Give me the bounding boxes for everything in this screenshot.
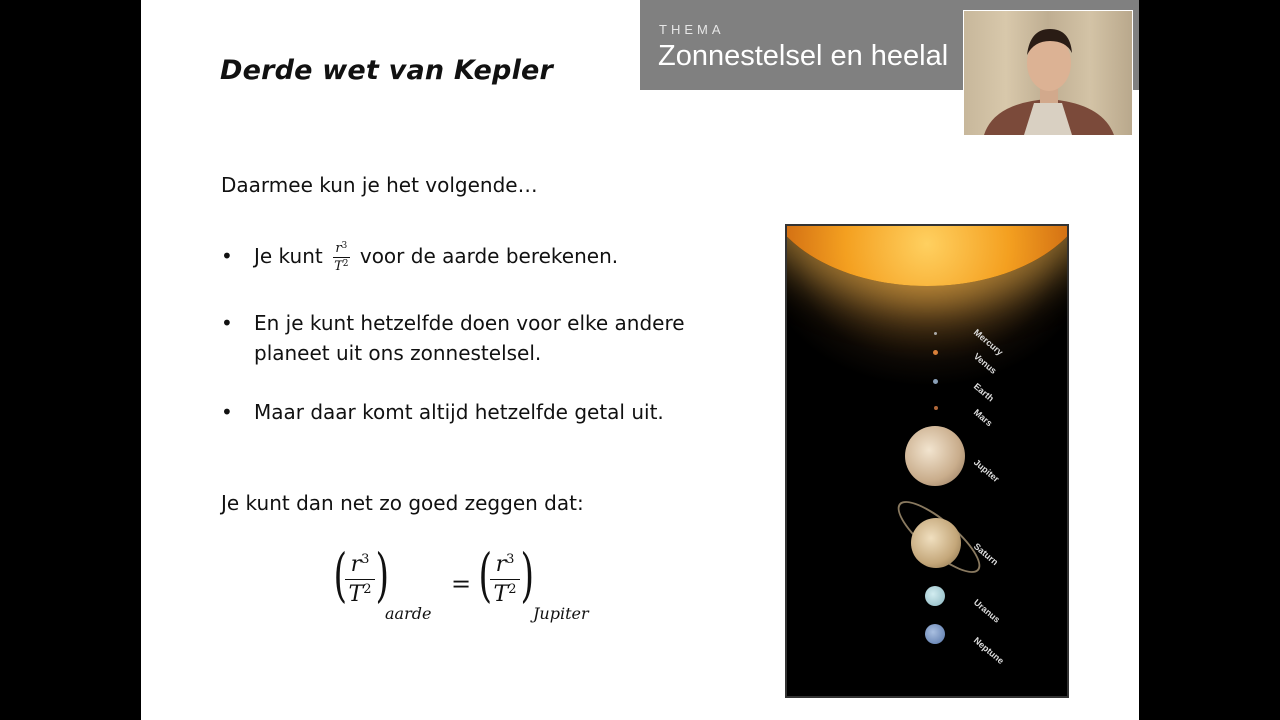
kepler-equation — [329, 541, 629, 636]
right-fraction: $r^3$ $T^2$ — [490, 552, 520, 607]
bullet-text: Maar daar komt altijd hetzelfde getal uit. — [254, 400, 664, 424]
planet-label: Uranus — [971, 597, 1002, 625]
uranus-planet — [925, 586, 945, 606]
planet-label: Earth — [971, 381, 996, 404]
planet-label: Jupiter — [971, 457, 1002, 485]
right-open-paren: ( — [478, 541, 493, 609]
planet-label: Saturn — [971, 541, 1001, 568]
venus-planet — [933, 350, 938, 355]
right-subscript: Jupiter — [533, 604, 589, 623]
right-close-paren: ) — [520, 541, 535, 609]
equals-sign: = — [451, 570, 472, 598]
neptune-planet — [925, 624, 945, 644]
bullet-marker: • — [221, 244, 233, 268]
mars-planet — [934, 406, 938, 410]
r3-over-t2-fraction: $\frac{r^3}{T^2}$ — [334, 241, 349, 274]
conclusion-text: Je kunt dan net zo goed zeggen dat: — [221, 491, 584, 515]
saturn-planet — [911, 518, 961, 568]
mercury-planet — [934, 332, 937, 335]
bullet-marker: • — [221, 400, 233, 424]
slide-title: Derde wet van Kepler — [220, 55, 554, 86]
solar-system-image — [785, 224, 1069, 698]
left-close-paren: ) — [375, 541, 390, 609]
earth-planet — [933, 379, 938, 384]
left-subscript: aarde — [385, 604, 432, 623]
intro-text: Daarmee kun je het volgende… — [221, 173, 538, 197]
presenter-webcam — [963, 10, 1133, 136]
bullet-text: En je kunt hetzelfde doen voor elke andere planeet uit ons zonnestelsel. — [254, 311, 685, 365]
planet-label: Neptune — [971, 635, 1006, 666]
left-fraction: $r^3$ $T^2$ — [345, 552, 375, 607]
planet-label: Mars — [971, 407, 995, 429]
left-open-paren: ( — [333, 541, 348, 609]
planet-label: Venus — [971, 351, 999, 376]
bullet-marker: • — [221, 311, 233, 335]
bullet-text-after: voor de aarde berekenen. — [359, 244, 619, 268]
presenter-avatar — [964, 11, 1132, 135]
banner-topic: Zonnestelsel en heelal — [658, 40, 949, 72]
jupiter-planet — [905, 426, 965, 486]
planet-label: Mercury — [971, 327, 1006, 358]
banner-label: THEMA — [659, 22, 725, 37]
bullet-text-before: Je kunt — [254, 244, 323, 268]
